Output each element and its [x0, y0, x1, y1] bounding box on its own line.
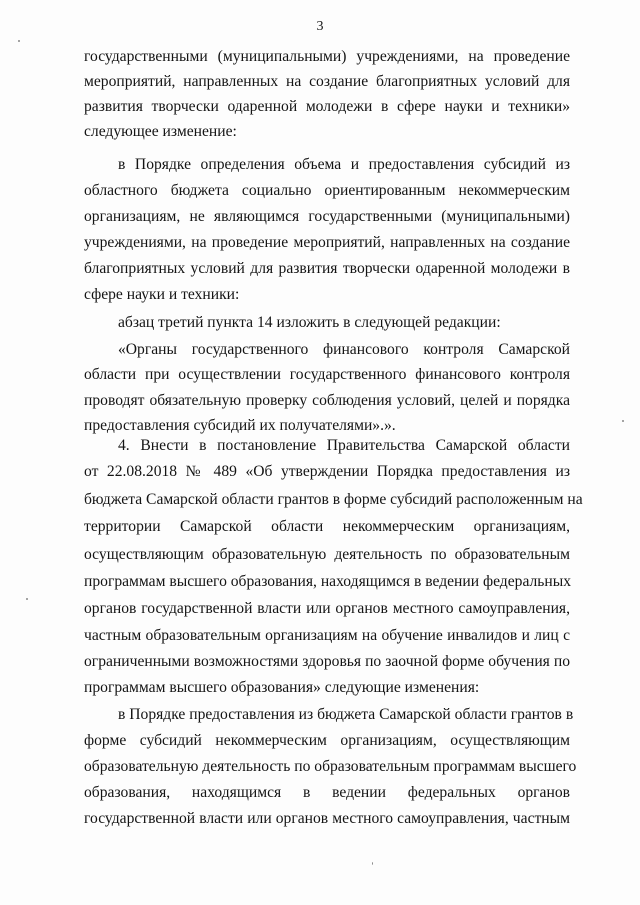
text-line: государственными (муниципальными) учреждениями, на проведение	[84, 48, 570, 65]
text-line: органов государственной власти или органов местного самоуправления,	[84, 600, 570, 617]
scan-speck	[26, 598, 28, 600]
scan-speck	[622, 420, 624, 422]
text-line: частным образовательным организациям на обучение инвалидов и лиц с	[84, 627, 570, 644]
text-line: учреждениями, на проведение мероприятий, направленных на создание	[84, 234, 570, 251]
text-line: абзац третий пункта 14 изложить в следующей редакции:	[118, 314, 501, 331]
scan-speck	[372, 862, 373, 865]
text-line: программам высшего образования, находящимся в ведении федеральных	[84, 573, 572, 590]
text-line: предоставления субсидий их получателями».».	[84, 417, 396, 434]
text-line: в Порядке определения объема и предоставления субсидий из	[118, 156, 570, 173]
text-line: развития творчески одаренной молодежи в сфере науки и техники»	[84, 98, 570, 115]
text-line: образования, находящимся в ведении федеральных органов	[84, 784, 570, 801]
text-line: мероприятий, направленных на создание благоприятных условий для	[84, 73, 570, 90]
text-line: следующее изменение:	[84, 123, 237, 140]
text-line: форме субсидий некоммерческим организациям, осуществляющим	[84, 732, 570, 749]
text-line: ограниченными возможностями здоровья по заочной форме обучения по	[84, 653, 570, 670]
text-line: проводят обязательную проверку соблюдения условий, целей и порядка	[84, 392, 570, 409]
text-line: программам высшего образования» следующие изменения:	[84, 679, 480, 696]
text-line: «Органы государственного финансового контроля Самарской	[118, 341, 570, 358]
text-line: области при осуществлении государственного финансового контроля	[84, 366, 570, 383]
text-line: бюджета Самарской области грантов в форме субсидий расположенным на	[84, 491, 583, 508]
page-number: 3	[316, 19, 324, 34]
text-line: государственной власти или органов местного самоуправления, частным	[84, 810, 570, 827]
text-line: территории Самарской области некоммерческим организациям,	[84, 518, 570, 535]
text-line: сфере науки и техники:	[84, 286, 240, 303]
text-line: областного бюджета социально ориентированным некоммерческим	[84, 182, 570, 199]
text-line: от 22.08.2018 № 489 «Об утверждении Порядка предоставления из	[84, 463, 570, 480]
text-line: 4. Внести в постановление Правительства Самарской области	[118, 437, 570, 454]
scan-speck	[18, 40, 20, 42]
text-line: в Порядке предоставления из бюджета Самарской области грантов в	[118, 706, 574, 723]
text-line: осуществляющим образовательную деятельность по образовательным	[84, 546, 570, 563]
text-line: образовательную деятельность по образовательным программам высшего	[84, 758, 577, 775]
text-line: благоприятных условий для развития творчески одаренной молодежи в	[84, 260, 570, 277]
text-line: организациям, не являющимся государственными (муниципальными)	[84, 208, 570, 225]
